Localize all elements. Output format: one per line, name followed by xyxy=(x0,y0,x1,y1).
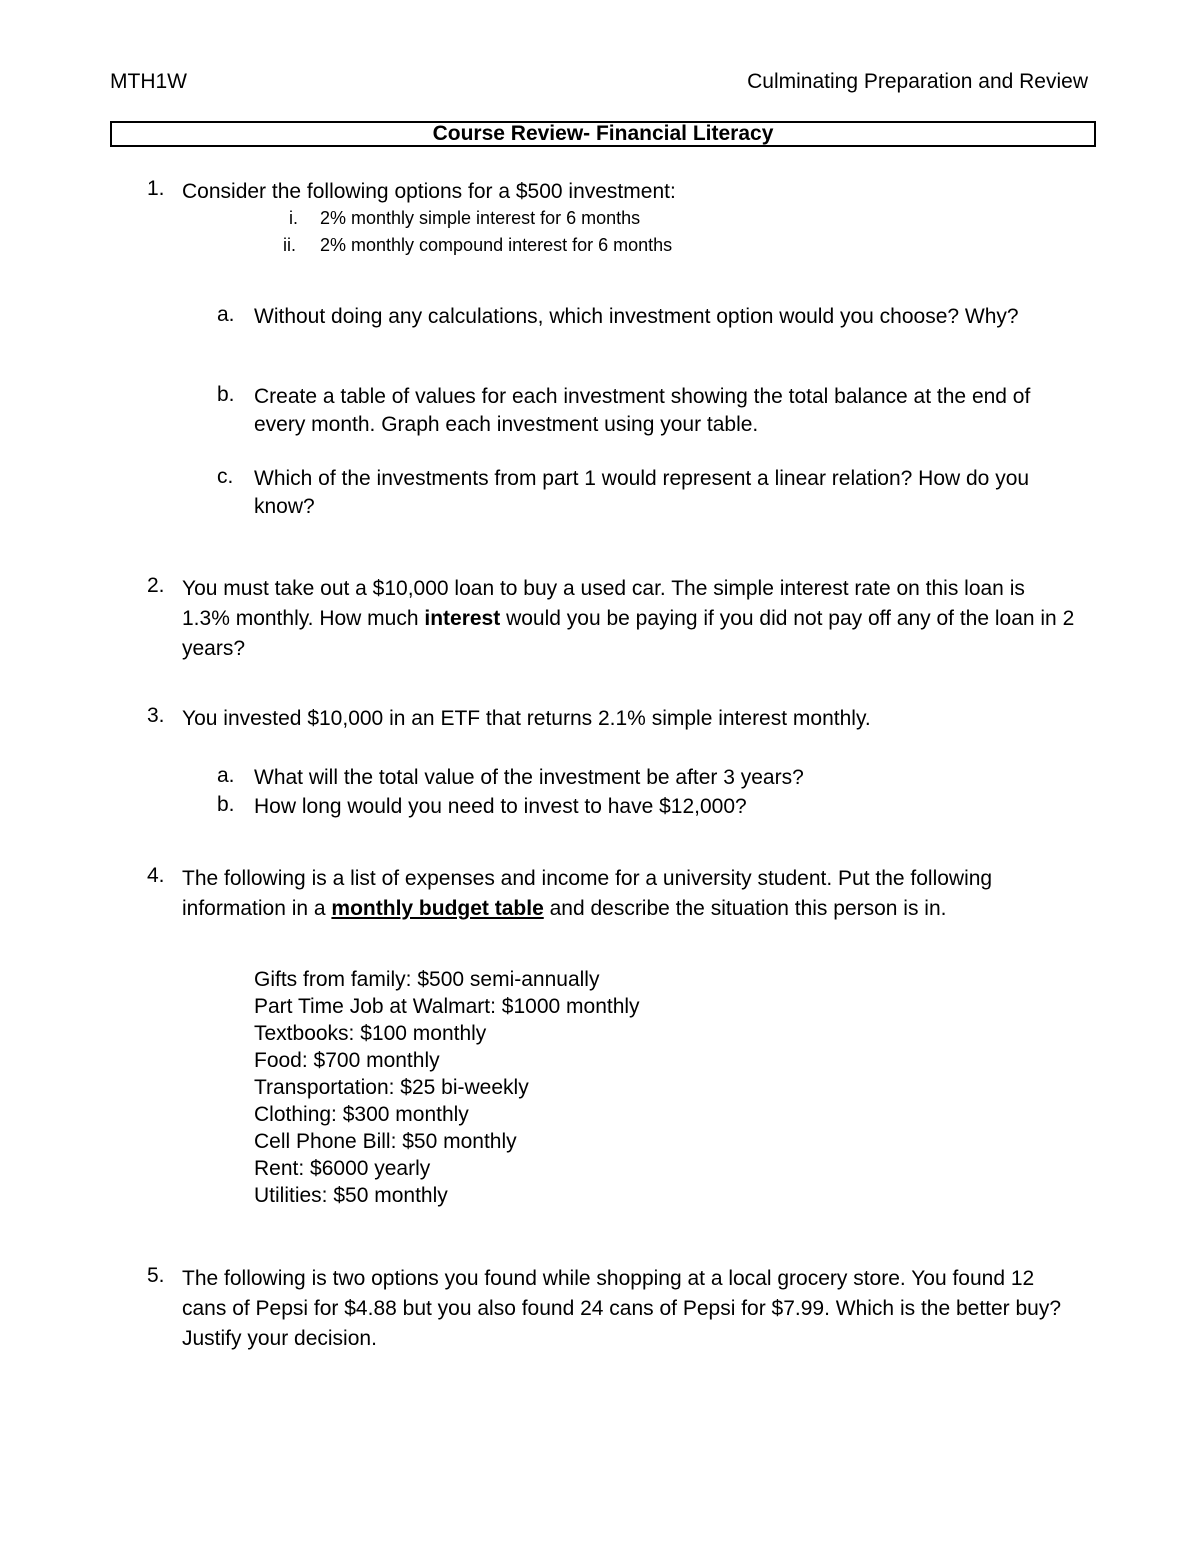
part-letter: b. xyxy=(217,793,235,816)
part-text: Without doing any calculations, which investment option would you choose? Why? xyxy=(254,305,1019,328)
part-text: How long would you need to invest to have $12,000? xyxy=(254,795,747,818)
question-text-part: The following is a list of expenses and income for a university student. Put the following information in a xyxy=(182,867,993,920)
question-text xyxy=(182,574,1077,664)
budget-item: Gifts from family: $500 semi-annually xyxy=(254,968,600,991)
question-text: Consider the following options for a $500 investment: xyxy=(182,180,676,203)
question-number: 1. xyxy=(147,177,165,200)
emphasis-interest: interest xyxy=(424,607,501,630)
budget-item: Rent: $6000 yearly xyxy=(254,1157,431,1180)
budget-item: Food: $700 monthly xyxy=(254,1049,440,1072)
option-marker: ii. xyxy=(283,235,296,255)
unit-title: Culminating Preparation and Review xyxy=(747,70,1088,93)
budget-item: Clothing: $300 monthly xyxy=(254,1103,469,1126)
question-text-part: would you be paying if you did not pay off any of the loan in 2 years? xyxy=(182,607,1075,660)
question-number: 2. xyxy=(147,574,165,597)
question-number: 3. xyxy=(147,704,165,727)
page-title xyxy=(110,121,1096,147)
part-text: Create a table of values for each investment showing the total balance at the end of every month. Graph each investment using your table. xyxy=(254,385,1031,436)
question-number: 4. xyxy=(147,864,165,887)
question-text-part: and describe the situation this person is in. xyxy=(543,897,947,920)
part-text: What will the total value of the investment be after 3 years? xyxy=(254,766,804,789)
budget-item: Cell Phone Bill: $50 monthly xyxy=(254,1130,517,1153)
budget-item: Textbooks: $100 monthly xyxy=(254,1022,487,1045)
option-text: 2% monthly simple interest for 6 months xyxy=(320,208,641,228)
budget-item: Utilities: $50 monthly xyxy=(254,1184,448,1207)
part-letter: a. xyxy=(217,303,235,326)
budget-list xyxy=(254,966,640,1209)
option-marker: i. xyxy=(289,208,298,228)
question-number: 5. xyxy=(147,1264,165,1287)
question-text: You invested $10,000 in an ETF that returns 2.1% simple interest monthly. xyxy=(182,707,871,730)
question-text-part: You must take out a $10,000 loan to buy a used car. The simple interest rate on this loan is 1.3% monthly. How much xyxy=(182,577,1025,630)
option-text: 2% monthly compound interest for 6 months xyxy=(320,235,673,255)
budget-item: Transportation: $25 bi-weekly xyxy=(254,1076,529,1099)
part-text: Which of the investments from part 1 would represent a linear relation? How do you know? xyxy=(254,467,1030,518)
page-title-text: Course Review- Financial Literacy xyxy=(432,122,774,145)
part-letter: c. xyxy=(217,465,234,488)
part-letter: b. xyxy=(217,383,235,406)
part-letter: a. xyxy=(217,764,235,787)
question-text xyxy=(182,864,1087,924)
course-code: MTH1W xyxy=(110,70,187,93)
emphasis-monthly-budget-table: monthly budget table xyxy=(331,897,544,920)
question-text: The following is two options you found while shopping at a local grocery store. You found 12 cans of Pepsi for $4.88 but you also found 24 cans of Pepsi for $7.99. Which is the better buy? Justify your decision. xyxy=(182,1267,1062,1350)
budget-item: Part Time Job at Walmart: $1000 monthly xyxy=(254,995,640,1018)
